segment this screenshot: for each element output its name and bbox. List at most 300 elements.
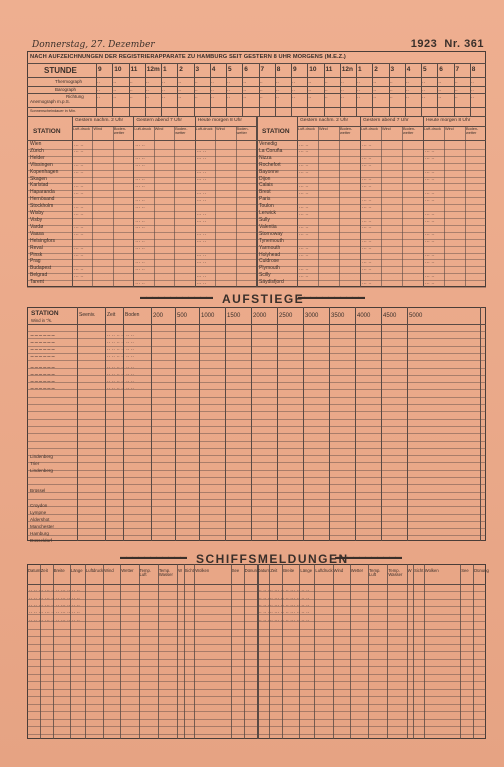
aufstiege-handwriting: ·· ·· ·· ·· ·· ·· xyxy=(107,347,135,353)
reading-mark: ··· ·· xyxy=(299,225,309,232)
reading-mark: ··· ·· xyxy=(196,170,207,177)
reading-mark: ··· ·· xyxy=(425,149,435,156)
aufstiege-station: Lindenberg xyxy=(30,468,53,473)
recorder-reading: ·· xyxy=(308,95,312,101)
reading-mark: ··· ·· xyxy=(362,246,372,253)
hour-11: 8 xyxy=(276,66,281,73)
station-name: Nizza xyxy=(259,154,272,161)
reading-mark: ··· ·· xyxy=(299,183,309,190)
row-richtung: Richtung xyxy=(66,94,84,99)
reading-mark: ··· ·· xyxy=(425,170,435,177)
sub-col-header: Boden-wetter xyxy=(403,127,416,135)
schiffs-col-1: Zeit xyxy=(270,568,278,573)
reading-mark: ··· ·· xyxy=(74,211,84,218)
aufstiege-station: Trier xyxy=(30,461,40,466)
reading-mark: ··· ·· xyxy=(299,266,309,273)
aufstiege-col-6: 1000 xyxy=(201,313,215,319)
sub-col-header: Boden-wetter xyxy=(466,127,479,135)
recorder-reading: ·· xyxy=(145,87,149,94)
recorder-reading: ·· xyxy=(324,95,328,101)
schiffs-handwriting: ·· ·· ··· ··· ·· ·· ··· ·· ·· ·· xyxy=(29,596,80,602)
station-name: Kopenhagen xyxy=(30,168,59,175)
hour-19: 4 xyxy=(406,66,411,73)
aufstiege-handwriting: ·· ·· ·· ·· ·· ·· xyxy=(107,365,135,371)
reading-mark: ··· ·· xyxy=(74,149,84,156)
recorder-reading: ·· xyxy=(373,80,377,86)
reading-mark: ··· ·· xyxy=(299,142,309,149)
reading-mark: ··· ·· xyxy=(299,170,309,177)
reading-mark: ··· ·· xyxy=(135,239,145,246)
recorder-reading: ·· xyxy=(259,95,263,101)
sub-col-header: Wind xyxy=(93,127,103,131)
reading-mark: ··· ·· xyxy=(74,183,84,190)
reading-mark: ··· ·· xyxy=(135,204,145,211)
schiffs-col-4: Luftdruck xyxy=(85,568,104,573)
station-name: Wisby xyxy=(30,210,44,216)
schiffs-col-1: Zeit xyxy=(40,568,48,573)
hour-12: 9 xyxy=(293,66,297,73)
recorder-reading: ·· xyxy=(259,87,263,94)
recorder-reading: ·· xyxy=(422,87,426,94)
reading-mark: ··· ·· xyxy=(425,177,435,183)
recorder-reading: ·· xyxy=(340,95,344,101)
group-header: Heute morgen 8 Uhr xyxy=(426,118,471,123)
recorder-reading: ·· xyxy=(113,80,117,86)
recorder-reading: ·· xyxy=(357,80,361,86)
station-name: Dijon xyxy=(259,175,271,182)
recorder-reading: ·· xyxy=(243,80,247,86)
schiffs-col-7: Temp. Luft xyxy=(139,568,151,578)
station-name: Valentia xyxy=(259,223,277,230)
station-name: Visby xyxy=(30,217,43,223)
recorder-reading: ·· xyxy=(275,95,279,101)
reading-mark: ··· ·· xyxy=(362,204,372,211)
recorder-reading: ·· xyxy=(97,87,101,94)
recorder-reading: ·· xyxy=(438,95,442,101)
schiffs-col-2: Breite xyxy=(283,568,295,573)
schiffs-col-9: W xyxy=(178,568,183,573)
schiffs-handwriting: ·· ·· ··· ··· ·· ·· ··· ·· ·· ·· xyxy=(29,588,80,594)
hour-18: 3 xyxy=(390,66,395,73)
station-name: Vardø xyxy=(30,223,44,230)
reading-mark: ··· ·· xyxy=(196,232,207,239)
reading-mark: ··· ·· xyxy=(74,204,84,211)
aufstiege-col-13: 4500 xyxy=(383,313,397,319)
reading-mark: ··· ·· xyxy=(425,211,435,218)
hour-7: 4 xyxy=(211,66,216,73)
aufstiege-handwriting: ·· ·· ·· ·· ·· ·· xyxy=(107,333,135,339)
station-name: Wien xyxy=(30,141,42,147)
station-name: Hernösand xyxy=(30,196,55,203)
station-name: Vaasa xyxy=(30,230,44,237)
station-name: Prag xyxy=(30,258,41,265)
reading-mark: ··· ·· xyxy=(425,232,435,239)
year: 1923 xyxy=(410,38,438,50)
recorder-reading: ·· xyxy=(324,80,328,86)
aufstiege-col-12: 4000 xyxy=(357,313,371,319)
recorder-reading: ·· xyxy=(194,95,198,101)
recorder-reading: ·· xyxy=(162,87,166,94)
reading-mark: ··· ·· xyxy=(425,280,435,287)
sub-col-header: Luft-druck xyxy=(134,127,152,131)
year-number xyxy=(411,38,484,50)
sheet-header xyxy=(32,38,484,52)
recorder-reading: ·· xyxy=(357,95,361,101)
station-name: Haparanda xyxy=(30,189,55,196)
reading-mark: ··· ·· xyxy=(425,253,435,259)
aufstiege-col-9: 2500 xyxy=(279,313,293,319)
station-name: Zürich xyxy=(30,147,44,154)
reading-mark: ··· ·· xyxy=(425,218,435,225)
hour-1: 10 xyxy=(114,66,122,73)
station-name: Tarent xyxy=(30,279,44,286)
reading-mark: ··· ·· xyxy=(196,149,207,156)
sub-col-header: Boden-wetter xyxy=(113,127,127,135)
recorder-reading: ·· xyxy=(292,87,296,94)
aufstiege-col-7: 1500 xyxy=(227,313,241,319)
schiffs-title: SCHIFFSMELDUNGEN xyxy=(196,552,349,566)
group-header: Heute morgen 8 Uhr xyxy=(197,118,242,123)
reading-mark: ··· ·· xyxy=(299,204,309,211)
schiffs-handwriting: ·· ·· ··· ··· ·· ·· ··· ·· ·· ·· xyxy=(258,596,310,602)
recorder-reading: ·· xyxy=(292,95,296,101)
schiffs-col-0: Datum xyxy=(257,568,270,573)
aufstiege-rule-left: ▬▬▬▬▬▬▬▬▬▬▬▬ xyxy=(140,294,212,301)
reading-mark: ··· ·· xyxy=(362,142,372,149)
aufstiege-handwriting: ~~~~~~ xyxy=(30,386,56,392)
station-name: Säydisfjord xyxy=(259,279,284,286)
reading-mark: ··· ·· xyxy=(196,211,207,218)
station-name: Calais xyxy=(259,182,273,189)
reading-mark: ··· ·· xyxy=(74,163,84,170)
sub-col-header: Luft-druck xyxy=(73,127,90,131)
schiffs-col-11: Wolken xyxy=(424,568,439,573)
reading-mark: ··· ·· xyxy=(196,259,207,266)
group-header: Gestern nachm. 2 Uhr xyxy=(75,118,124,123)
hour-14: 11 xyxy=(325,66,333,73)
recorder-reading: ·· xyxy=(389,80,393,86)
reading-mark: ··· ·· xyxy=(196,239,207,246)
reading-mark: ··· ·· xyxy=(196,177,207,183)
schiffs-col-13: Dünung xyxy=(244,568,260,573)
recorder-reading: ·· xyxy=(227,80,231,86)
reading-mark: ··· ·· xyxy=(362,197,372,204)
schiffs-rule-right: ▬▬▬▬▬▬▬▬▬▬▬ xyxy=(335,554,401,561)
station-name: Brest xyxy=(259,189,271,196)
reading-mark: ··· ·· xyxy=(135,225,145,232)
hour-8: 5 xyxy=(228,66,232,73)
station-name: Skagen xyxy=(30,175,47,182)
aufstiege-col-2: Zeit xyxy=(107,312,116,318)
schiffs-col-4: Luftdruck xyxy=(315,568,333,573)
schiffs-handwriting: ·· ·· ··· ··· ·· ·· ··· ·· ·· ·· xyxy=(29,603,80,609)
row-sonnenschein: Sonnenscheindauer in Min. xyxy=(30,109,77,113)
station-name: Pinsk xyxy=(30,251,43,258)
hour-21: 6 xyxy=(439,66,443,73)
recorder-reading: ·· xyxy=(210,95,214,101)
group-header: Gestern abend 7 Uhr xyxy=(136,118,183,123)
reading-mark: ··· ·· xyxy=(299,211,309,218)
stunde-label: STUNDE xyxy=(44,66,77,75)
recorder-reading: ·· xyxy=(97,80,101,86)
sub-col-header: Boden-wetter xyxy=(175,127,188,135)
hour-6: 3 xyxy=(195,66,200,73)
reading-mark: ··· ·· xyxy=(135,218,145,225)
reading-mark: ··· ·· xyxy=(135,142,145,149)
recorder-reading: ·· xyxy=(145,80,149,86)
row-thermograph: Thermograph xyxy=(55,79,83,84)
aufstiege-title: AUFSTIEGE xyxy=(222,292,305,306)
reading-mark: ··· ·· xyxy=(196,190,207,197)
recorder-reading: ·· xyxy=(454,87,458,94)
reading-mark: ··· ·· xyxy=(196,156,207,163)
recorder-reading: ·· xyxy=(210,87,214,94)
aufstiege-station: Brüssel xyxy=(30,488,46,493)
recorder-reading: ·· xyxy=(129,95,133,101)
recorder-reading: ·· xyxy=(162,95,166,101)
hour-17: 2 xyxy=(374,66,378,73)
reading-mark: ··· ·· xyxy=(196,253,207,259)
recorder-reading: ·· xyxy=(438,80,442,86)
recorder-reading: ·· xyxy=(129,80,133,86)
recorder-reading: ·· xyxy=(275,87,279,94)
reading-mark: ··· ·· xyxy=(135,259,145,266)
station-name: Sully xyxy=(259,217,270,223)
schiffs-rule-left: ▬▬▬▬▬▬▬▬▬▬▬ xyxy=(120,554,186,561)
recorder-reading: ·· xyxy=(454,80,458,86)
recorder-reading: ·· xyxy=(194,80,198,86)
group-header: Gestern nachm. 2 Uhr xyxy=(300,118,349,123)
recorder-reading: ·· xyxy=(308,87,312,94)
hour-16: 1 xyxy=(358,66,362,73)
sub-col-header: Luft-druck xyxy=(195,127,213,131)
schiffs-col-12: See xyxy=(231,568,240,573)
aufstiege-handwriting: ~~~~~~ xyxy=(30,372,56,378)
recorder-reading: ·· xyxy=(340,87,344,94)
recorder-reading: ·· xyxy=(275,80,279,86)
aufstiege-handwriting: ~~~~~~ xyxy=(30,354,56,360)
recorder-reading: ·· xyxy=(227,95,231,101)
recorder-reading: ·· xyxy=(422,80,426,86)
aufstiege-station-header: STATION xyxy=(31,310,59,317)
reading-mark: ··· ·· xyxy=(299,253,309,259)
reading-mark: ··· ·· xyxy=(299,246,309,253)
aufstiege-handwriting: ·· ·· ·· ·· ·· ·· xyxy=(107,340,135,346)
schiffs-col-7: Temp. Luft xyxy=(369,568,381,578)
station-name: Tynemouth xyxy=(259,237,284,244)
hour-23: 8 xyxy=(471,66,476,73)
aufstiege-handwriting: ·· ·· ·· ·· ·· ·· xyxy=(107,386,135,392)
aufstiege-col-3: Boden xyxy=(125,312,140,318)
aufstiege-station: Lympne xyxy=(30,510,47,515)
reading-mark: ··· ·· xyxy=(135,183,145,190)
schiffs-col-13: Dünung xyxy=(474,568,489,573)
station-name: Karlstad xyxy=(30,182,49,189)
reading-mark: ··· ·· xyxy=(299,149,309,156)
aufstiege-station: Manchester xyxy=(30,524,55,529)
aufstiege-handwriting: ~~~~~~ xyxy=(30,347,56,353)
recorder-reading: ·· xyxy=(194,87,198,94)
schiffs-col-2: Breite xyxy=(53,568,65,573)
schiffs-handwriting: ·· ·· ··· ··· ·· ·· ··· ·· ·· ·· xyxy=(258,618,310,624)
reading-mark: ··· ·· xyxy=(74,190,84,197)
hour-22: 7 xyxy=(455,66,460,73)
aufstiege-col-8: 2000 xyxy=(253,313,267,319)
schiffs-col-0: Datum xyxy=(28,568,41,573)
aufstiege-col-1: Seeniv. xyxy=(79,312,96,318)
reading-mark: ··· ·· xyxy=(425,197,435,204)
reading-mark: ··· ·· xyxy=(362,280,372,287)
schiffs-handwriting: ·· ·· ··· ··· ·· ·· ··· ·· ·· ·· xyxy=(29,610,80,616)
reading-mark: ··· ·· xyxy=(362,177,372,183)
hour-10: 7 xyxy=(260,66,265,73)
sub-col-header: Luft-druck xyxy=(298,127,315,131)
schiffs-col-5: Wind xyxy=(333,568,344,573)
station-name: Scilly xyxy=(259,272,271,279)
schiffs-handwriting: ·· ·· ··· ··· ·· ·· ··· ·· ·· ·· xyxy=(29,618,80,624)
station-name: Budapest xyxy=(30,265,52,272)
station-name: La Coruña xyxy=(259,147,283,154)
reading-mark: ··· ·· xyxy=(362,239,372,246)
sub-col-header: Wind xyxy=(382,127,391,131)
reading-mark: ··· ·· xyxy=(74,266,84,273)
schiffs-col-10: Sicht xyxy=(184,568,194,573)
station-name: Venedig xyxy=(259,141,278,147)
reading-mark: ··· ·· xyxy=(196,273,207,280)
reading-mark: ··· ·· xyxy=(362,163,372,170)
reading-mark: ··· ·· xyxy=(362,266,372,273)
reading-mark: ··· ·· xyxy=(299,273,309,280)
station-name: Yarmouth xyxy=(259,244,281,251)
recorder-reading: ·· xyxy=(97,95,101,101)
recorder-reading: ·· xyxy=(405,87,409,94)
sub-col-header: Luft-druck xyxy=(361,127,378,131)
sub-col-header: Luft-druck xyxy=(424,127,441,131)
schiffs-col-9: W xyxy=(407,568,412,573)
sub-col-header: Wind xyxy=(445,127,454,131)
reading-mark: ··· ·· xyxy=(74,273,84,280)
hour-20: 5 xyxy=(423,66,427,73)
station-name: Paris xyxy=(259,196,271,203)
sub-col-header: Boden-wetter xyxy=(340,127,353,135)
station-name: Stornoway xyxy=(259,230,283,237)
reading-mark: ··· ·· xyxy=(135,246,145,253)
schiffs-col-6: Wetter xyxy=(121,568,134,573)
schiffs-handwriting: ·· ·· ··· ··· ·· ·· ··· ·· ·· ·· xyxy=(258,603,310,609)
station-name: Bayonne xyxy=(259,168,279,175)
station-name: Helsingfors xyxy=(30,237,56,244)
schiffs-col-8: Temp. Wasser xyxy=(388,568,403,578)
schiffs-col-12: See xyxy=(461,568,469,573)
schiffs-col-10: Sicht xyxy=(414,568,424,573)
recorder-reading: ·· xyxy=(113,87,117,94)
reading-mark: ··· ·· xyxy=(425,156,435,163)
station-col-header: STATION xyxy=(262,128,290,135)
reading-mark: ··· ·· xyxy=(74,232,84,239)
recorder-reading: ·· xyxy=(324,87,328,94)
station-name: Stockholm xyxy=(30,203,54,210)
recorder-reading: ·· xyxy=(422,95,426,101)
hour-4: 1 xyxy=(163,66,167,73)
aufstiege-col-5: 500 xyxy=(177,313,188,319)
reading-mark: ··· ·· xyxy=(196,280,207,287)
sub-col-header: Wind xyxy=(216,127,225,131)
reading-mark: ··· ·· xyxy=(74,170,84,177)
reading-mark: ··· ·· xyxy=(135,280,145,287)
reading-mark: ··· ·· xyxy=(196,218,207,225)
station-name: Helder xyxy=(30,154,45,161)
schiffs-col-6: Wetter xyxy=(350,568,364,573)
hour-5: 2 xyxy=(179,66,183,73)
station-name: Culdrose xyxy=(259,258,280,265)
sub-col-header: Wind xyxy=(319,127,328,131)
reading-mark: ··· ·· xyxy=(362,183,372,190)
schiffs-col-8: Temp. Wasser xyxy=(158,568,173,578)
reading-mark: ··· ·· xyxy=(425,239,435,246)
recorder-reading: ·· xyxy=(162,80,166,86)
reading-mark: ··· ·· xyxy=(362,225,372,232)
aufstiege-station: Düsseldorf xyxy=(30,538,52,543)
recorder-reading: ·· xyxy=(373,87,377,94)
aufstiege-rule-right: ▬▬▬▬▬▬▬▬▬▬▬ xyxy=(298,294,364,301)
reading-mark: ··· ·· xyxy=(362,259,372,266)
row-anemograph: Anemograph m.p.S. xyxy=(30,99,71,104)
aufstiege-station: Lindenberg xyxy=(30,454,53,459)
reading-mark: ··· ·· xyxy=(135,197,145,204)
station-name: Reval xyxy=(30,244,43,251)
sub-col-header: Wind xyxy=(154,127,164,131)
reading-mark: ··· ·· xyxy=(196,197,207,204)
schiffs-col-3: Länge xyxy=(70,568,83,573)
recorder-reading: ·· xyxy=(145,95,149,101)
recorder-reading: ·· xyxy=(292,80,296,86)
station-name: Belgrad xyxy=(30,272,48,279)
sub-col-header: Boden-wetter xyxy=(236,127,249,135)
station-name: Lerwick xyxy=(259,210,276,216)
recorder-reading: ·· xyxy=(178,87,182,94)
hour-3: 12m xyxy=(146,66,160,73)
recorder-reading: ·· xyxy=(389,95,393,101)
aufstiege-handwriting: ~~~~~~ xyxy=(30,333,56,339)
reading-mark: ··· ·· xyxy=(135,177,145,183)
reading-mark: ··· ·· xyxy=(74,246,84,253)
reading-mark: ··· ·· xyxy=(362,156,372,163)
recorder-reading: ·· xyxy=(210,80,214,86)
row-barograph: Barograph xyxy=(55,87,77,92)
aufstiege-station: Hamburg xyxy=(30,531,49,536)
aufstiege-col-14: 5000 xyxy=(409,313,423,319)
recorder-title: NACH AUFZEICHNUNGEN DER REGISTRIERAPPARATE ZU HAMBURG SEIT GESTERN 8 UHR MORGENS (M.E.Z.) xyxy=(30,54,346,60)
hour-0: 9 xyxy=(98,66,102,73)
recorder-reading: ·· xyxy=(129,87,133,94)
aufstiege-col-10: 3000 xyxy=(305,313,319,319)
recorder-reading: ·· xyxy=(470,95,474,101)
reading-mark: ··· ·· xyxy=(74,253,84,259)
reading-mark: ··· ·· xyxy=(299,163,309,170)
schiffs-col-5: Wind xyxy=(104,568,114,573)
schiffs-col-3: Länge xyxy=(300,568,313,573)
recorder-reading: ·· xyxy=(454,95,458,101)
recorder-reading: ·· xyxy=(243,95,247,101)
station-name: Holyhead xyxy=(259,251,281,258)
hour-15: 12n xyxy=(341,66,353,73)
aufstiege-handwriting: ·· ·· ·· ·· ·· ·· xyxy=(107,372,135,378)
aufstiege-handwriting: ~~~~~~ xyxy=(30,340,56,346)
schiffs-handwriting: ·· ·· ··· ··· ·· ·· ··· ·· ·· ·· xyxy=(258,610,310,616)
recorder-reading: ·· xyxy=(113,95,117,101)
station-name: Vlissingen xyxy=(30,161,53,168)
recorder-reading: ·· xyxy=(259,80,263,86)
